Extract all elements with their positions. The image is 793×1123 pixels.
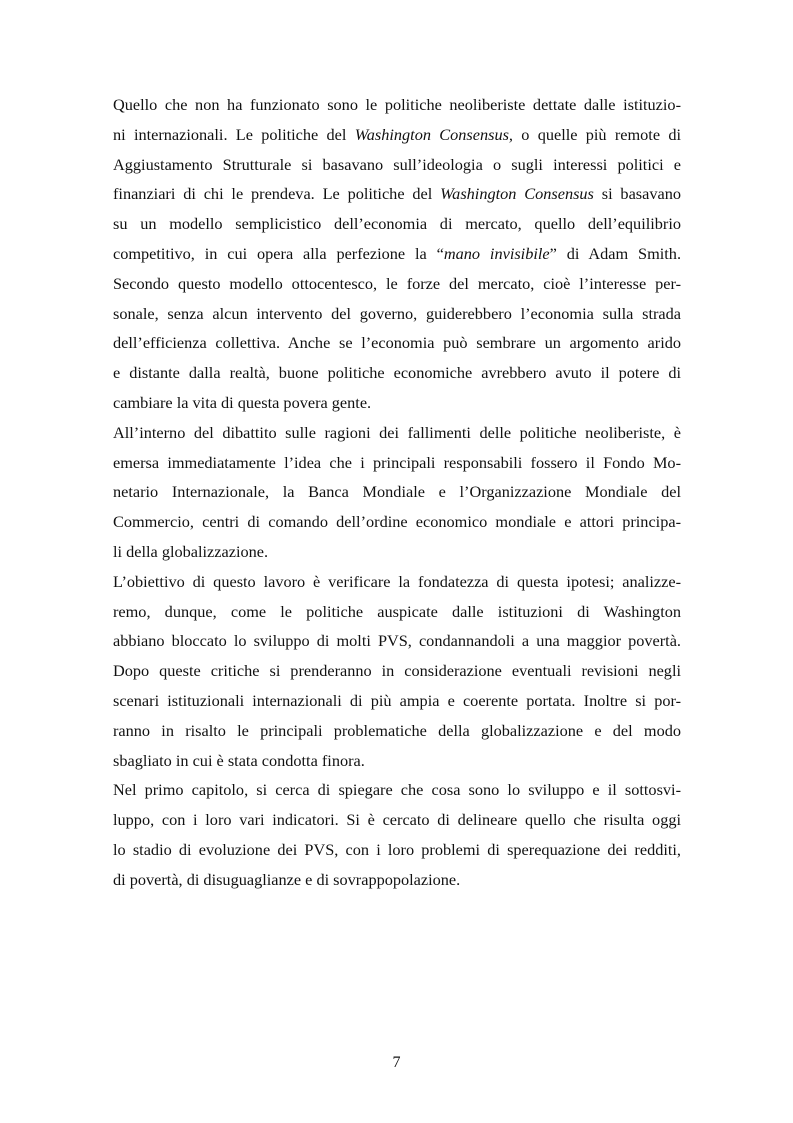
text-span: li della globalizzazione.: [113, 541, 269, 561]
text-line: [113, 626, 681, 656]
text-span: Nel primo capitolo, si cerca di spiegare che cosa sono lo sviluppo e il sottosvi-: [113, 780, 681, 800]
text-line: [113, 656, 681, 686]
text-span: si basavano: [593, 184, 682, 204]
text-line: [113, 120, 681, 150]
text-line: [113, 328, 681, 358]
text-span: sbagliato in cui è stata condotta finora.: [113, 750, 365, 770]
text-span: Quello che non ha funzionato sono le politiche neoliberiste dettate dalle istituzio-: [113, 95, 681, 114]
text-span: L’obiettivo di questo lavoro è verificare la fondatezza di questa ipotesi; analizze-: [113, 571, 681, 591]
text-span: abbiano bloccato lo sviluppo di molti PVS, condannandoli a una maggior povertà.: [113, 631, 681, 651]
text-span: e distante dalla realtà, buone politiche economiche avrebbero avuto il potere di: [113, 363, 681, 383]
text-line: [113, 299, 681, 329]
text-line: [113, 150, 681, 180]
text-line: [113, 567, 681, 597]
text-span: Commercio, centri di comando dell’ordine economico mondiale e attori principa-: [113, 512, 681, 532]
italic-term: Washington Consensus: [440, 184, 594, 204]
text-line: [113, 597, 681, 627]
text-span: o quelle più remote di: [513, 124, 682, 144]
text-line: [113, 686, 681, 716]
text-line: [113, 507, 681, 537]
text-line: [113, 179, 681, 209]
text-span: dell’efficienza collettiva. Anche se l’economia può sembrare un argomento arido: [113, 333, 681, 353]
text-span: sonale, senza alcun intervento del governo, guiderebbero l’economia sulla strada: [113, 303, 681, 323]
text-line: [113, 477, 681, 507]
text-line: [113, 448, 681, 478]
text-line: [113, 90, 681, 120]
text-span: Secondo questo modello ottocentesco, le forze del mercato, cioè l’interesse per-: [113, 273, 681, 293]
text-line: [113, 418, 681, 448]
text-span: lo stadio di evoluzione dei PVS, con i loro problemi di sperequazione dei redditi,: [113, 839, 681, 859]
text-span: emersa immediatamente l’idea che i principali responsabili fossero il Fondo Mo-: [113, 452, 681, 472]
text-span: competitivo, in cui opera alla perfezione la “: [113, 243, 444, 263]
text-span: ni internazionali. Le politiche del: [113, 124, 355, 144]
text-line: [113, 269, 681, 299]
text-span: di povertà, di disuguaglianze e di sovrappopolazione.: [113, 869, 461, 889]
text-span: su un modello semplicistico dell’economia di mercato, quello dell’equilibrio: [113, 214, 681, 234]
text-span: Aggiustamento Strutturale si basavano sull’ideologia o sugli interessi politici e: [113, 154, 681, 174]
paragraph: [113, 418, 681, 567]
text-line: [113, 239, 681, 269]
paragraph: [113, 90, 681, 418]
body-text: [113, 90, 681, 895]
text-line: [113, 358, 681, 388]
paragraph: [113, 775, 681, 894]
page-number: 7: [392, 1054, 401, 1071]
text-span: scenari istituzionali internazionali di più ampia e coerente portata. Inoltre si por-: [113, 690, 681, 710]
text-span: ” di Adam Smith.: [549, 243, 682, 263]
text-span: Dopo queste critiche si prenderanno in considerazione eventuali revisioni negli: [113, 661, 681, 681]
text-span: ranno in risalto le principali problematiche della globalizzazione e del modo: [113, 720, 681, 740]
text-line: [113, 209, 681, 239]
text-line: [113, 537, 681, 567]
text-line: [113, 716, 681, 746]
text-line: [113, 805, 681, 835]
text-span: All’interno del dibattito sulle ragioni dei fallimenti delle politiche neoliberiste, è: [113, 422, 681, 442]
text-line: [113, 835, 681, 865]
text-span: remo, dunque, come le politiche auspicate dalle istituzioni di Washington: [113, 601, 681, 621]
text-line: [113, 865, 681, 895]
paragraph: [113, 567, 681, 776]
text-span: finanziari di chi le prendeva. Le politiche del: [113, 184, 441, 204]
text-line: [113, 746, 681, 776]
italic-term: mano invisibile: [443, 243, 550, 263]
text-span: netario Internazionale, la Banca Mondiale e l’Organizzazione Mondiale del: [113, 482, 681, 502]
text-line: [113, 388, 681, 418]
text-span: cambiare la vita di questa povera gente.: [113, 392, 372, 412]
italic-term: Washington Consensus,: [354, 124, 513, 144]
text-line: [113, 775, 681, 805]
text-span: luppo, con i loro vari indicatori. Si è cercato di delineare quello che risulta oggi: [113, 810, 681, 830]
